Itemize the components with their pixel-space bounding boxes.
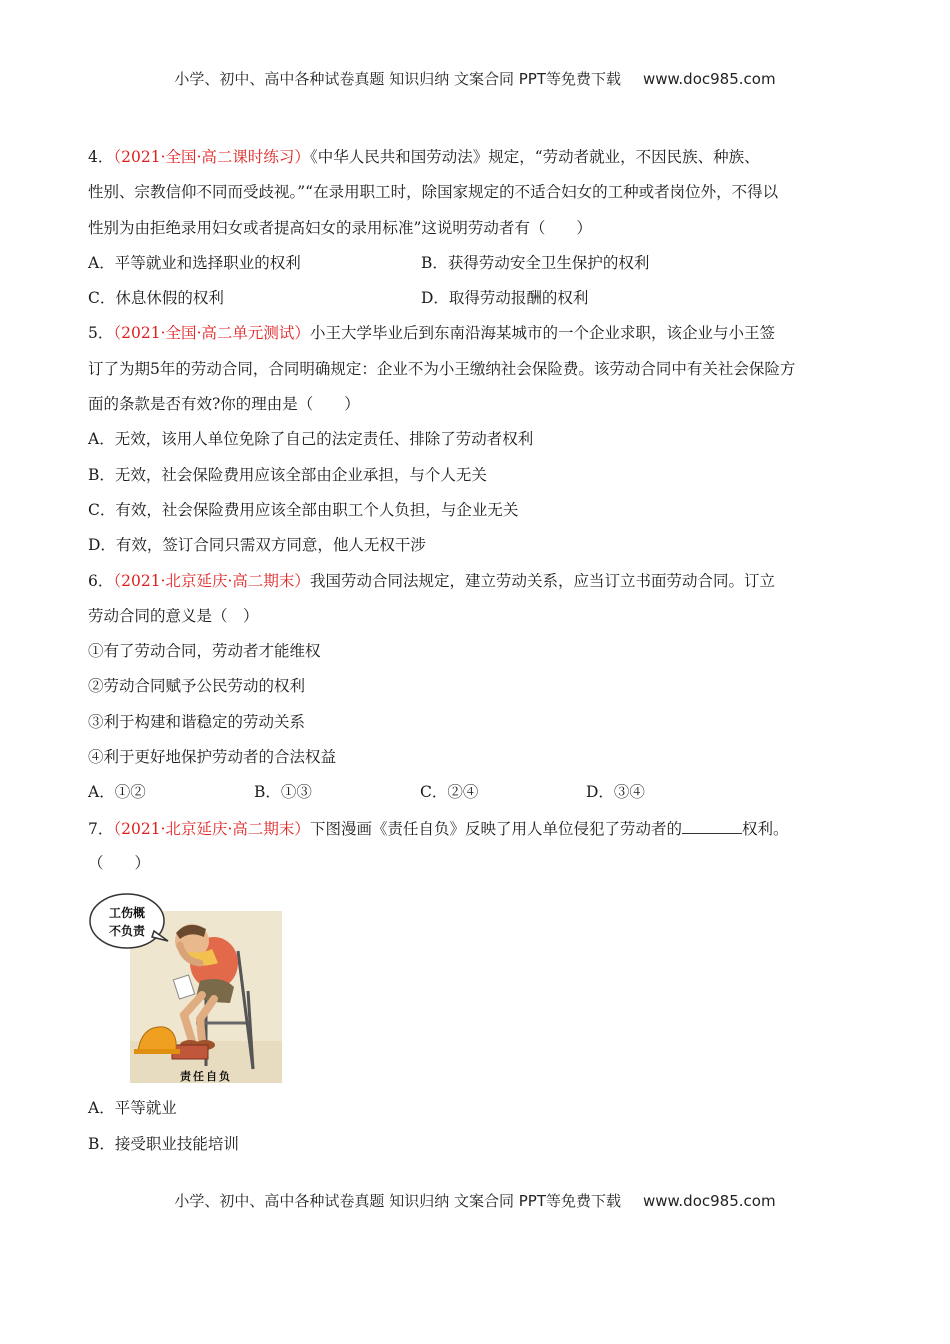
header-site[interactable]: www.doc985.com [642,70,776,88]
q4-option-b[interactable]: B．获得劳动安全卫生保护的权利 [421,253,650,272]
q5-line-3: 面的条款是否有效?你的理由是（ ） [88,395,360,414]
q7-stem-1: 下图漫画《责任自负》反映了用人单位侵犯了劳动者的 [309,819,682,838]
q5-option-d[interactable]: D．有效，签订合同只需双方同意，他人无权干涉 [88,536,426,555]
cartoon-caption: 责任自负 [180,1070,232,1084]
q7-option-a[interactable]: A．平等就业 [88,1099,177,1118]
q5-option-c[interactable]: C．有效，社会保险费用应该全部由职工个人负担，与企业无关 [88,500,519,519]
q6-statement-4: ④利于更好地保护劳动者的合法权益 [88,748,337,767]
q5-number: 5． [88,324,114,343]
q4-options-cd [88,287,863,322]
q4-option-a[interactable]: A．平等就业和选择职业的权利 [88,253,301,272]
q6-option-c[interactable]: C．②④ [420,783,479,802]
q6-line-1 [88,570,863,605]
q4-option-d[interactable]: D．取得劳动报酬的权利 [421,289,589,308]
q6-stem-1: 我国劳动合同法规定，建立劳动关系，应当订立书面劳动合同。订立 [309,571,775,590]
q7-source: （2021·北京延庆·高二期末） [113,819,310,838]
q7-number: 7． [88,819,114,838]
q7-blank [682,817,742,834]
q5-option-b[interactable]: B．无效，社会保险费用应该全部由企业承担，与个人无关 [88,465,487,484]
q4-source: （2021·全国·高二课时练习） [113,148,310,166]
q5-source: （2021·全国·高二单元测试） [113,324,310,343]
q5-stem-1: 小王大学毕业后到东南沿海某城市的一个企业求职，该企业与小王签 [309,324,775,343]
q4-line-3: 性别为由拒绝录用妇女或者提高妇女的录用标准”这说明劳动者有（ ） [88,218,592,237]
q6-statement-2: ②劳动合同赋予公民劳动的权利 [88,677,306,696]
q6-option-b[interactable]: B．①③ [254,783,312,802]
q7-stem-1b: 权利。 [741,819,789,838]
question-content [88,146,863,1168]
q4-option-c[interactable]: C．休息休假的权利 [88,289,224,308]
header-text: 小学、初中、高中各种试卷真题 知识归纳 文案合同 PPT等免费下载 [174,70,621,88]
bubble-text-1: 工伤概 [108,906,146,921]
q6-number: 6． [88,571,114,590]
q7-option-b[interactable]: B．接受职业技能培训 [88,1134,239,1153]
q6-option-d[interactable]: D．③④ [586,783,645,802]
q4-line-2: 性别、宗教信仰不同而受歧视。”“在录用职工时，除国家规定的不适合妇女的工种或者岗位外，不得以 [88,183,779,202]
q6-statement-3: ③利于构建和谐稳定的劳动关系 [88,712,306,731]
q6-line-2: 劳动合同的意义是（ ） [88,606,259,625]
q4-number: 4． [88,148,114,166]
q4-options-ab [88,252,863,287]
page-footer [0,1190,950,1211]
bubble-text-2: 不负责 [108,924,146,939]
q6-statement-1: ①有了劳动合同，劳动者才能维权 [88,642,321,661]
q6-option-a[interactable]: A．①② [88,783,146,802]
q5-option-a[interactable]: A．无效，该用人单位免除了自己的法定责任、排除了劳动者权利 [88,430,534,449]
q6-source: （2021·北京延庆·高二期末） [113,571,310,590]
footer-site[interactable]: www.doc985.com [642,1192,776,1210]
cartoon-image [88,887,863,1097]
cartoon-illustration [88,891,284,1087]
q4-line-1 [88,146,863,181]
q7-line-1 [88,817,863,852]
q5-line-2: 订了为期5年的劳动合同，合同明确规定：企业不为小王缴纳社会保险费。该劳动合同中有关社会保险方 [88,359,796,378]
speech-bubble [90,894,164,948]
q7-line-2: （ ） [88,853,151,872]
q4-stem-1: 《中华人民共和国劳动法》规定，“劳动者就业，不因民族、种族、 [309,148,760,166]
footer-text: 小学、初中、高中各种试卷真题 知识归纳 文案合同 PPT等免费下载 [174,1192,621,1210]
q6-options [88,781,863,816]
page-header [0,68,950,89]
q5-line-1 [88,322,863,357]
